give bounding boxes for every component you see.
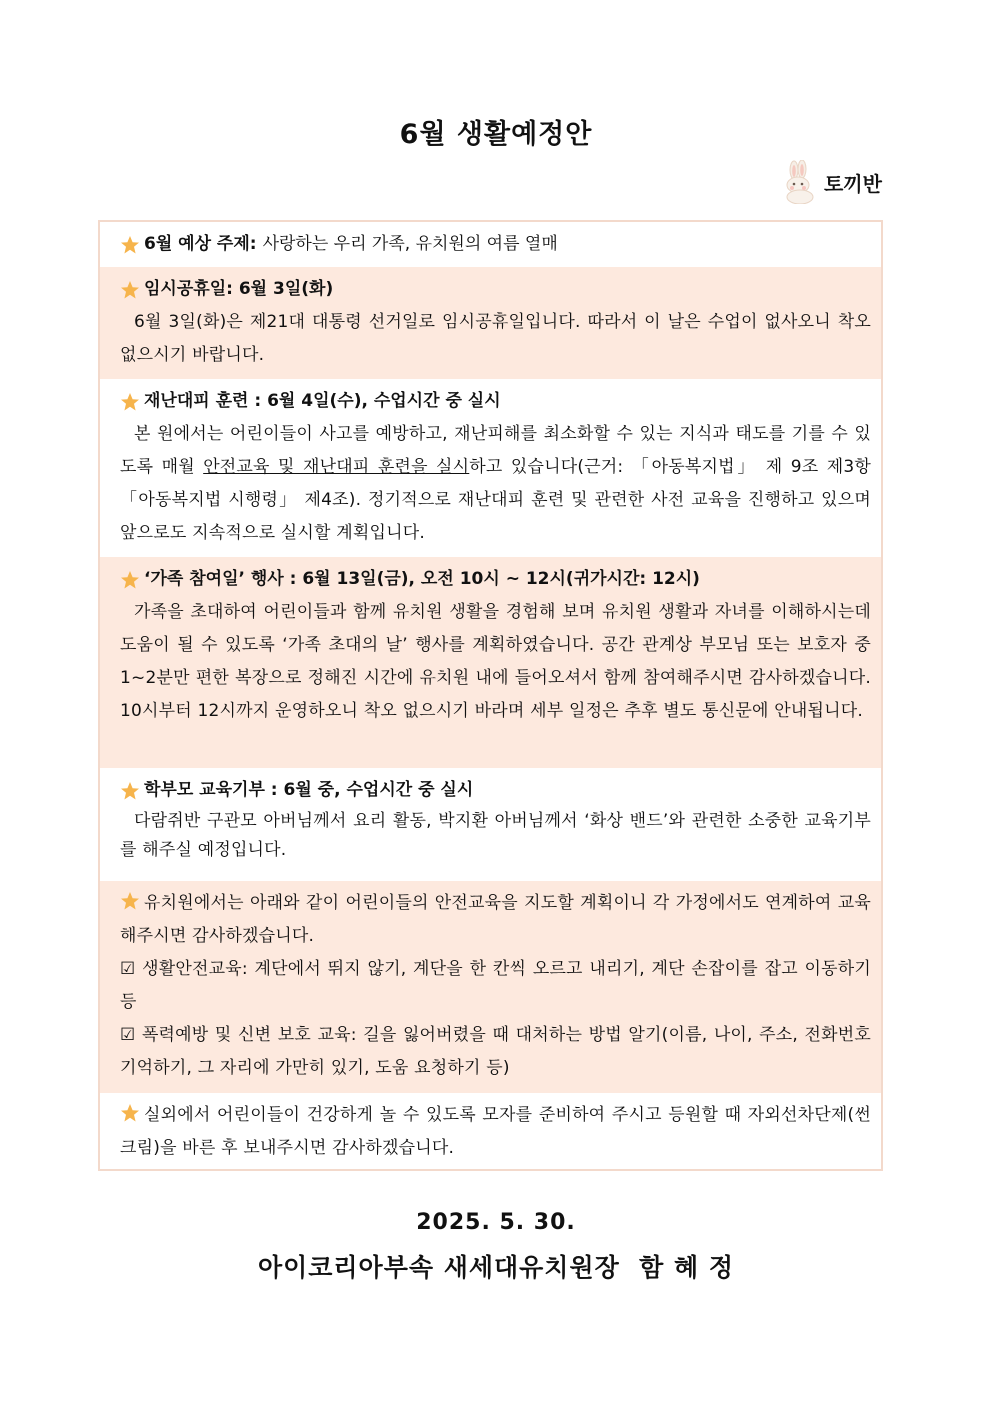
- outdoor-text: 실외에서 어린이들이 건강하게 놀 수 있도록 모자를 준비하여 주시고 등원할 때 자외선차단제(썬크림)을 바른 후 보내주시면 감사하겠습니다.: [120, 1105, 871, 1158]
- outdoor-body: [120, 1099, 871, 1165]
- donation-heading: 학부모 교육기부 : 6월 중, 수업시간 중 실시: [144, 780, 474, 800]
- family-row: [100, 557, 881, 768]
- star-icon: [120, 570, 140, 590]
- safety-intro: [120, 887, 871, 953]
- star-icon: [120, 781, 140, 801]
- disaster-body-text-end: 하고 있습니다(근거: 「아동복지법」 제 9조 제3항 「아동복지법 시행령」 제4조). 정기적으로 재난대피 훈련 및 관련한 사전 교육을 진행하고 있으며 앞으로도 지속적으로 실시할 계획입니다.: [120, 457, 871, 543]
- theme-label: 6월 예상 주제:: [144, 234, 257, 254]
- disaster-body-underline: 안전교육 및 재난대피 훈련을 실시: [203, 457, 470, 477]
- holiday-row: [100, 267, 881, 379]
- disaster-body: [120, 418, 871, 550]
- theme-row: [100, 222, 881, 267]
- family-body: 가족을 초대하여 어린이들과 함께 유치원 생활을 경험해 보며 유치원 생활과 자녀를 이해하시는데 도움이 될 수 있도록 ‘가족 초대의 날’ 행사를 계획하였습니다. 공간 관계상 부모님 또는 보호자 중 1~2분만 편한 복장으로 정해진 시간에 유치원 내에 들어오셔서 함께 참여해주시면 감사하겠습니다. 10시부터 12시까지 운영하오니 착오 없으시기 바라며 세부 일정은 추후 별도 통신문에 안내됩니다.: [120, 602, 871, 721]
- donation-body: 다람쥐반 구관모 아버님께서 요리 활동, 박지환 아버님께서 ‘화상 밴드’와 관련한 소중한 교육기부를 해주실 예정입니다.: [120, 811, 871, 860]
- star-icon: [120, 1103, 140, 1123]
- schedule-table: [98, 220, 883, 1171]
- star-icon: [120, 891, 140, 911]
- star-icon: [120, 392, 140, 412]
- safety-intro-text: 유치원에서는 아래와 같이 어린이들의 안전교육을 지도할 계획이니 각 가정에서도 연계하여 교육해주시면 감사하겠습니다.: [120, 893, 871, 946]
- class-name: 토끼반: [824, 171, 882, 196]
- theme-value: 사랑하는 우리 가족, 유치원의 여름 열매: [262, 234, 558, 254]
- star-icon: [120, 235, 140, 255]
- rabbit-icon: [780, 160, 820, 204]
- outdoor-row: [100, 1093, 881, 1169]
- disaster-body-text: 본 원에서는 어린이들이 사고를 예방하고, 재난피해를 최소화할 수 있는 지식과 태도를 기를 수 있도록 매월: [120, 424, 871, 477]
- page-title: 6월 생활예정안: [399, 119, 593, 150]
- document-date: 2025. 5. 30.: [416, 1210, 576, 1235]
- disaster-row: [100, 379, 881, 557]
- class-tag: [780, 160, 882, 204]
- family-heading: ‘가족 참여일’ 행사 : 6월 13일(금), 오전 10시 ~ 12시(귀가시간: 12시): [144, 569, 700, 589]
- safety-row: [100, 881, 881, 1093]
- holiday-heading: 임시공휴일: 6월 3일(화): [144, 279, 334, 299]
- safety-item-2: ☑ 폭력예방 및 신변 보호 교육: 길을 잃어버렸을 때 대처하는 방법 알기(이름, 나이, 주소, 전화번호 기억하기, 그 자리에 가만히 있기, 도움 요청하기 등): [120, 1025, 871, 1078]
- donation-row: [100, 768, 881, 881]
- star-icon: [120, 280, 140, 300]
- holiday-body: 6월 3일(화)은 제21대 대통령 선거일로 임시공휴일입니다. 따라서 이 날은 수업이 없사오니 착오 없으시기 바랍니다.: [120, 312, 871, 365]
- safety-item-1: ☑ 생활안전교육: 계단에서 뛰지 않기, 계단을 한 칸씩 오르고 내리기, 계단 손잡이를 잡고 이동하기 등: [120, 959, 871, 1012]
- disaster-heading: 재난대피 훈련 : 6월 4일(수), 수업시간 중 실시: [144, 391, 501, 411]
- signature: 아이코리아부속 새세대유치원장 함 혜 정: [257, 1253, 735, 1282]
